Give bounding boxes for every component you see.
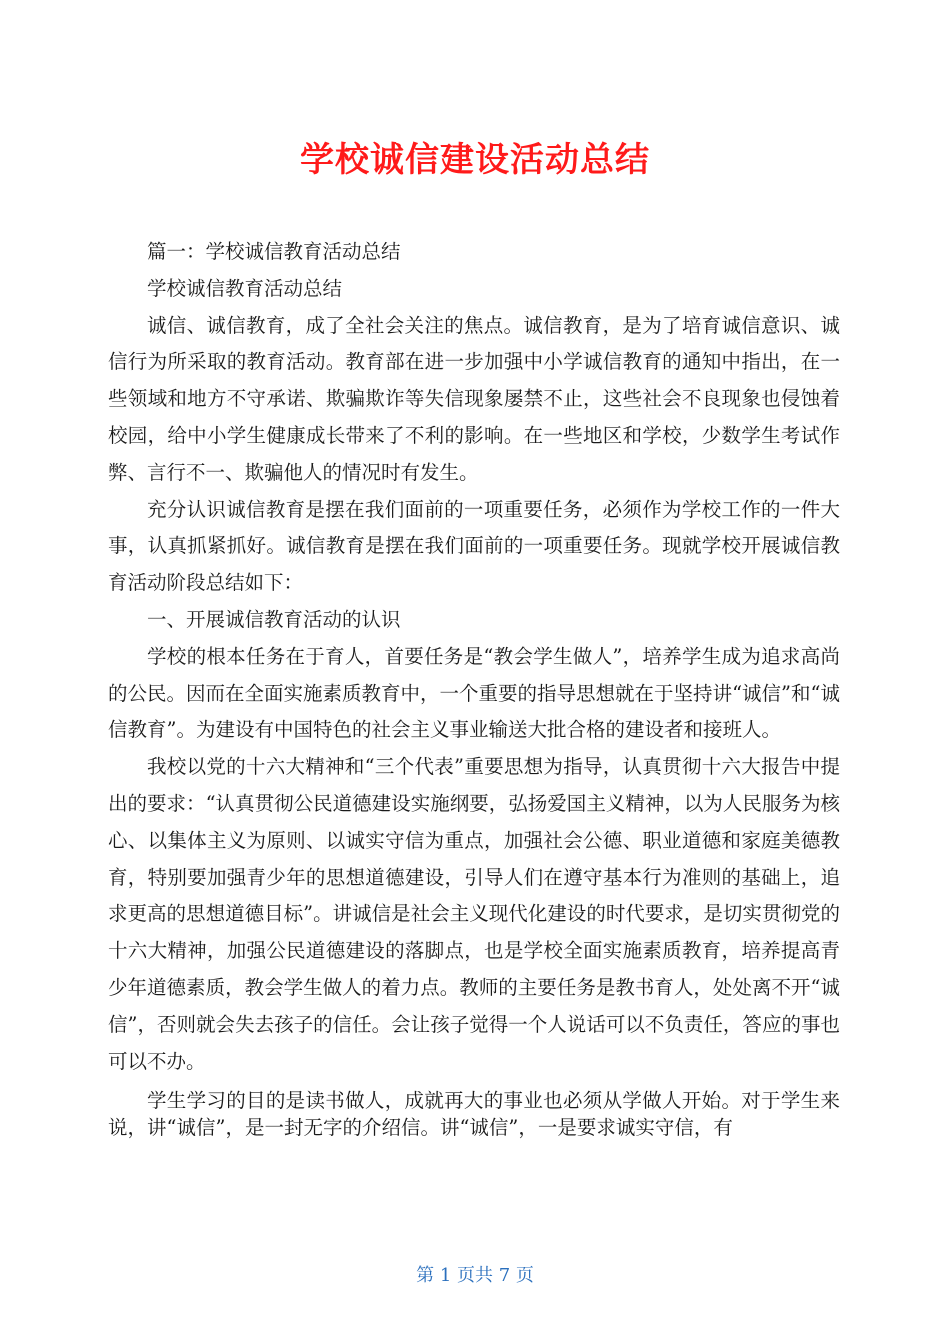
- paragraph: 学生学习的目的是读书做人，成就再大的事业也必须从学做人开始。对于学生来说，讲“诚信”，是一封无字的介绍信。讲“诚信”，一是要求诚实守信，有: [108, 1089, 840, 1140]
- subtitle: 学校诚信教育活动总结: [147, 276, 343, 300]
- page-footer: 第 1 页共 7 页: [416, 1265, 534, 1286]
- paragraph: 我校以党的十六大精神和“三个代表”重要思想为指导，认真贯彻十六大报告中提出的要求：“认真贯彻公民道德建设实施纲要，弘扬爱国主义精神，以为人民服务为核心、以集体主义为原则、以诚实守信为重点，加强社会公德、职业道德和家庭美德教育，特别要加强青少年的思想道德建设，引导人们在遵守基本行为准则的基础上，追求更高的思想道德目标”。讲诚信是社会主义现代化建设的时代要求，是切实贯彻党的十六大精神，加强公民道德建设的落脚点，也是学校全面实施素质教育，培养提高青少年道德素质，教会学生做人的着力点。教师的主要任务是教书育人，处处离不开“诚信”，否则就会失去孩子的信任。会让孩子觉得一个人说话可以不负责任，答应的事也可以不办。: [108, 755, 840, 1073]
- document-title: 学校诚信建设活动总结: [300, 139, 650, 180]
- paragraph: 学校的根本任务在于育人，首要任务是“教会学生做人”，培养学生成为追求高尚的公民。因而在全面实施素质教育中，一个重要的指导思想就在于坚持讲“诚信”和“诚信教育”。为建设有中国特色的社会主义事业输送大批合格的建设者和接班人。: [108, 644, 840, 742]
- section-heading: 篇一：学校诚信教育活动总结: [147, 240, 401, 263]
- section-heading: 一、开展诚信教育活动的认识: [147, 607, 401, 631]
- document-body: [108, 234, 840, 1141]
- paragraph: 诚信、诚信教育，成了全社会关注的焦点。诚信教育，是为了培育诚信意识、诚信行为所采取的教育活动。教育部在进一步加强中小学诚信教育的通知中指出，在一些领域和地方不守承诺、欺骗欺诈等失信现象屡禁不止，这些社会不良现象也侵蚀着校园，给中小学生健康成长带来了不利的影响。在一些地区和学校，少数学生考试作弊、言行不一、欺骗他人的情况时有发生。: [108, 313, 840, 484]
- paragraph: 充分认识诚信教育是摆在我们面前的一项重要任务，必须作为学校工作的一件大事，认真抓紧抓好。诚信教育是摆在我们面前的一项重要任务。现就学校开展诚信教育活动阶段总结如下：: [108, 497, 840, 595]
